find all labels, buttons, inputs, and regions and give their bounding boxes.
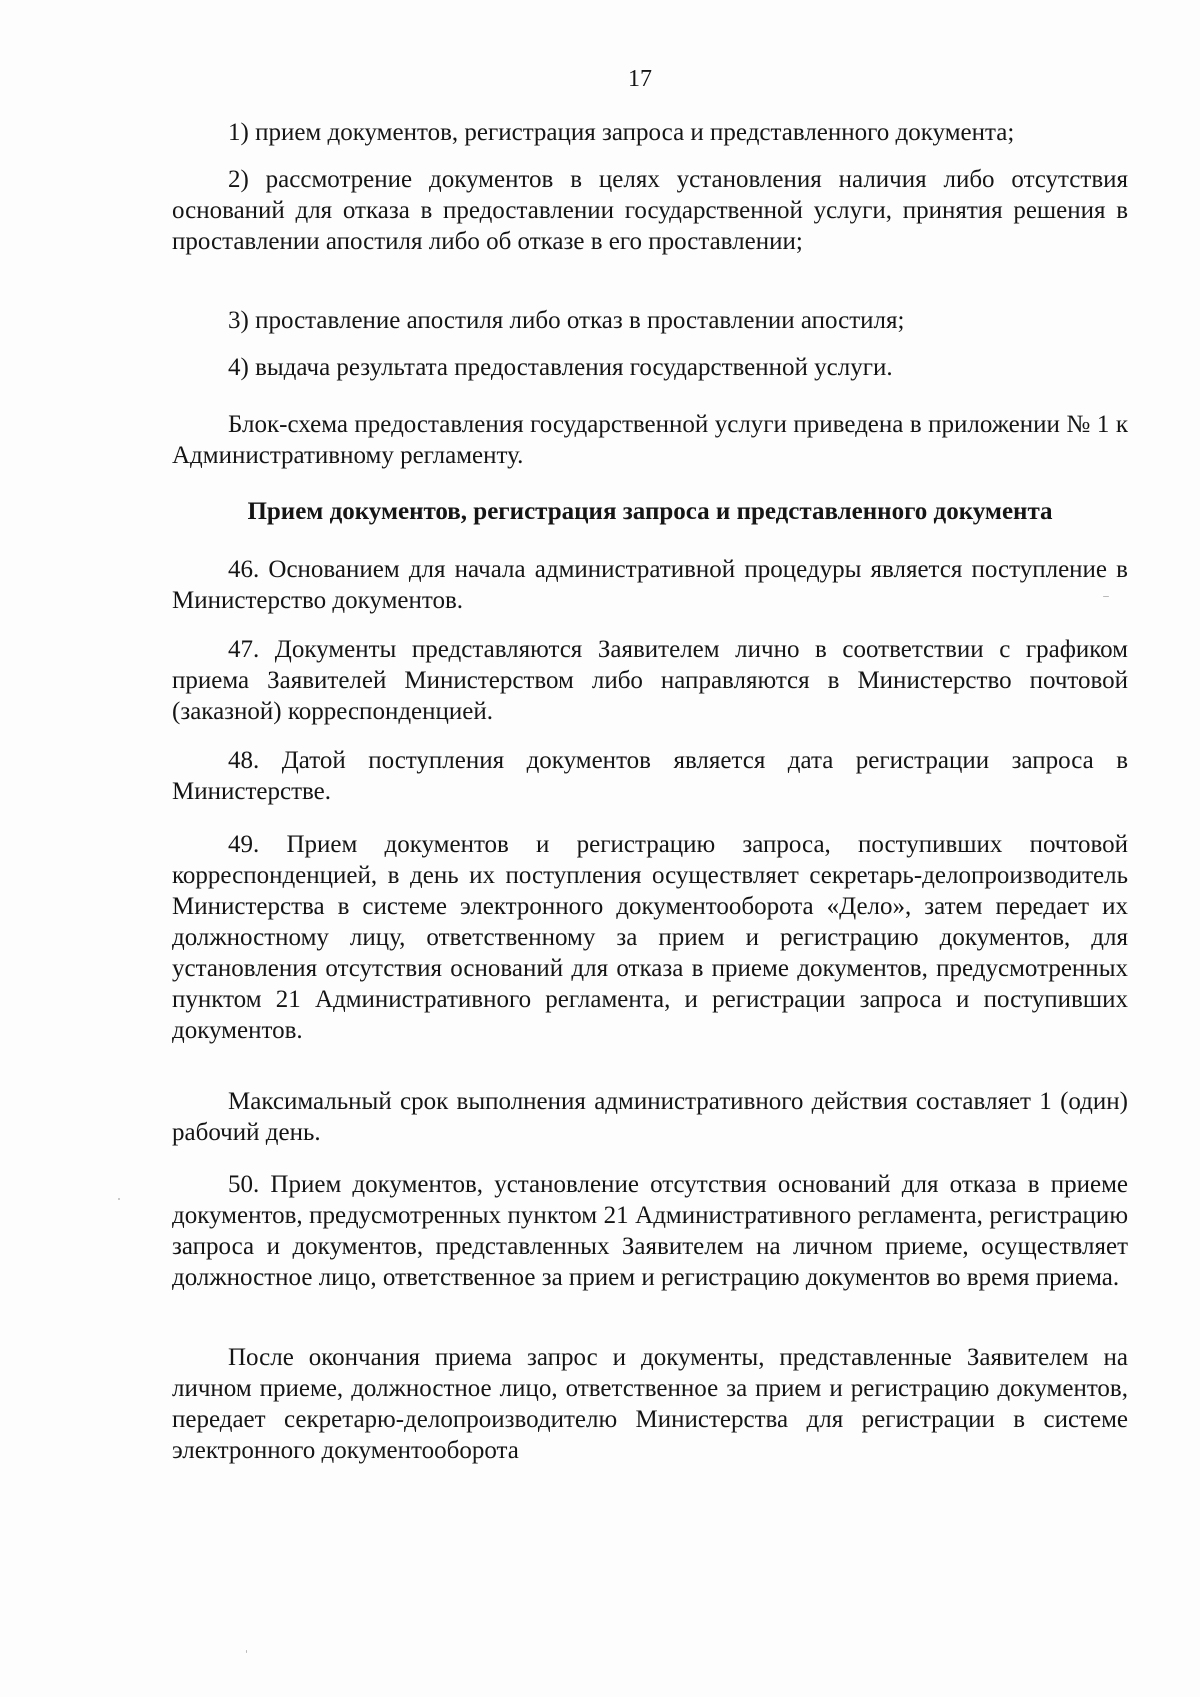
paragraph-max-term xyxy=(172,1086,1128,1148)
paragraph-text: 47. Документы представляются Заявителем лично в соответствии с графиком приема Заявителей Министерством либо направляются в Министерство почтовой (заказной) корреспонденцией. xyxy=(172,636,1128,725)
paragraph-text: 48. Датой поступления документов является дата регистрации запроса в Министерстве. xyxy=(172,747,1128,805)
paragraph-50 xyxy=(172,1169,1128,1293)
paragraph-text: 50. Прием документов, установление отсутствия оснований для отказа в приеме документов, предусмотренных пунктом 21 Административного регламента, регистрацию запроса и документов, представленных Заявителем на личном приеме, осуществляет должностное лицо, ответственное за прием и регистрацию документов во время приема. xyxy=(172,1171,1128,1291)
stage-item-2 xyxy=(172,164,1128,257)
paragraph-text: После окончания приема запрос и документы, представленные Заявителем на личном приеме, должностное лицо, ответственное за прием и регистрацию документов, передает секретарю-делопроизводителю Министерства для регистрации в системе электронного документооборота xyxy=(172,1344,1128,1464)
page-number: 17 xyxy=(628,66,652,92)
paragraph-text: 49. Прием документов и регистрацию запроса, поступивших почтовой корреспонденцией, в день их поступления осуществляет секретарь-делопроизводитель Министерства в системе электронного документооборота «Дело», затем передает их должностному лицу, ответственному за прием и регистрацию документов, для установления отсутствия оснований для отказа в приеме документов, предусмотренных пунктом 21 Административного регламента, и регистрации запроса и поступивших документов. xyxy=(172,831,1128,1044)
paragraph-text: Максимальный срок выполнения административного действия составляет 1 (один) рабочий день. xyxy=(172,1088,1128,1146)
section-heading: Прием документов, регистрация запроса и представленного документа xyxy=(247,498,1053,525)
paragraph-46 xyxy=(172,554,1128,616)
paragraph-47 xyxy=(172,634,1128,727)
scan-speck xyxy=(1103,596,1109,597)
stage-text: 1) прием документов, регистрация запроса и представленного документа; xyxy=(228,119,1015,146)
paragraph-after-reception xyxy=(172,1342,1128,1466)
stage-item-3 xyxy=(172,305,1128,336)
stage-item-4 xyxy=(172,352,1128,383)
scan-speck xyxy=(246,1650,247,1653)
note-text: Блок-схема предоставления государственной услуги приведена в приложении № 1 к Административному регламенту. xyxy=(172,411,1128,469)
stage-text: 2) рассмотрение документов в целях установления наличия либо отсутствия оснований для отказа в предоставлении государственной услуги, принятия решения в проставлении апостиля либо об отказе в его проставлении; xyxy=(172,166,1128,255)
stage-item-1 xyxy=(172,117,1128,148)
paragraph-48 xyxy=(172,745,1128,807)
paragraph-text: 46. Основанием для начала административной процедуры является поступление в Министерство документов. xyxy=(172,556,1128,614)
block-scheme-note xyxy=(172,409,1128,471)
scan-speck xyxy=(118,1198,120,1200)
stage-text: 4) выдача результата предоставления государственной услуги. xyxy=(228,354,893,381)
paragraph-49 xyxy=(172,829,1128,1046)
stage-text: 3) проставление апостиля либо отказ в проставлении апостиля; xyxy=(228,307,905,334)
